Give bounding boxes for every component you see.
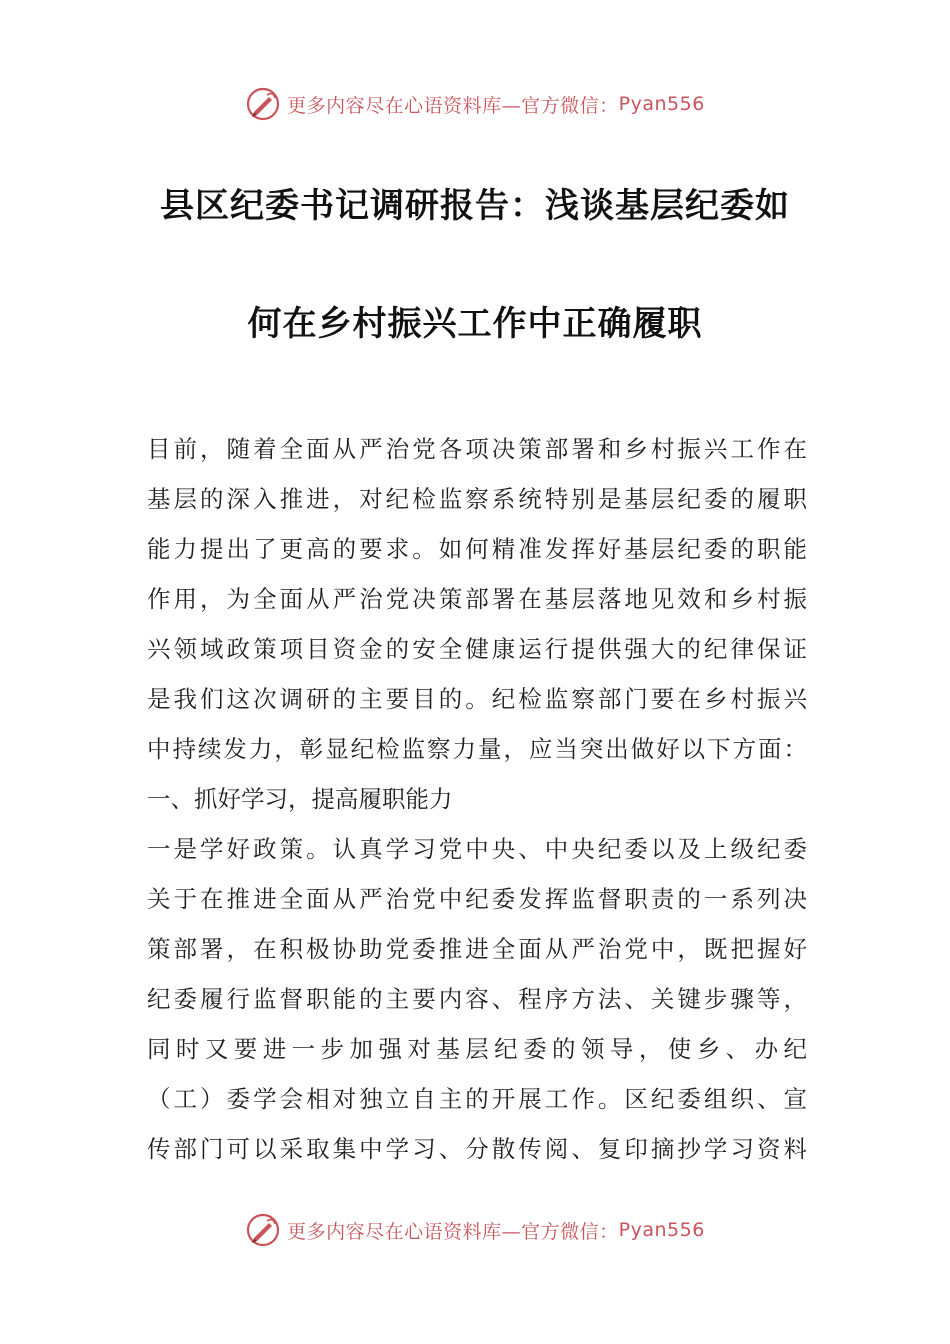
body-line: 是我们这次调研的主要目的。纪检监察部门要在乡村振兴 xyxy=(147,685,807,713)
body-line: 作用，为全面从严治党决策部署在基层落地见效和乡村振 xyxy=(147,585,807,613)
document-title-line-2: 何在乡村振兴工作中正确履职 xyxy=(247,304,703,344)
banner-wechat-id: Pyan556 xyxy=(618,93,705,115)
document-body xyxy=(147,424,807,1174)
body-line: 兴领域政策项目资金的安全健康运行提供强大的纪律保证 xyxy=(147,635,807,663)
section-heading: 一、抓好学习，提高履职能力 xyxy=(147,785,453,813)
pen-logo-icon xyxy=(245,1212,281,1248)
pen-logo-icon xyxy=(245,86,281,122)
body-line: 传部门可以采取集中学习、分散传阅、复印摘抄学习资料 xyxy=(147,1135,807,1163)
banner-wechat-id: Pyan556 xyxy=(618,1219,705,1241)
header-banner xyxy=(0,84,950,124)
body-line: 纪委履行监督职能的主要内容、程序方法、关键步骤等， xyxy=(147,985,807,1013)
body-line: 基层的深入推进，对纪检监察系统特别是基层纪委的履职 xyxy=(147,485,807,513)
body-line: 目前，随着全面从严治党各项决策部署和乡村振兴工作在 xyxy=(147,435,807,463)
body-line: 中持续发力，彰显纪检监察力量，应当突出做好以下方面： xyxy=(147,735,807,763)
body-line: 同时又要进一步加强对基层纪委的领导，使乡、办纪 xyxy=(147,1035,807,1063)
body-line: （工）委学会相对独立自主的开展工作。区纪委组织、宣 xyxy=(147,1085,807,1113)
document-title-line-1: 县区纪委书记调研报告：浅谈基层纪委如 xyxy=(160,186,790,226)
body-line: 策部署，在积极协助党委推进全面从严治党中，既把握好 xyxy=(147,935,807,963)
banner-text: 更多内容尽在心语资料库—官方微信： xyxy=(287,94,619,117)
banner-text: 更多内容尽在心语资料库—官方微信： xyxy=(287,1220,619,1243)
body-line: 一是学好政策。认真学习党中央、中央纪委以及上级纪委 xyxy=(147,835,807,863)
footer-banner xyxy=(0,1210,950,1250)
body-line: 关于在推进全面从严治党中纪委发挥监督职责的一系列决 xyxy=(147,885,807,913)
body-line: 能力提出了更高的要求。如何精准发挥好基层纪委的职能 xyxy=(147,535,807,563)
